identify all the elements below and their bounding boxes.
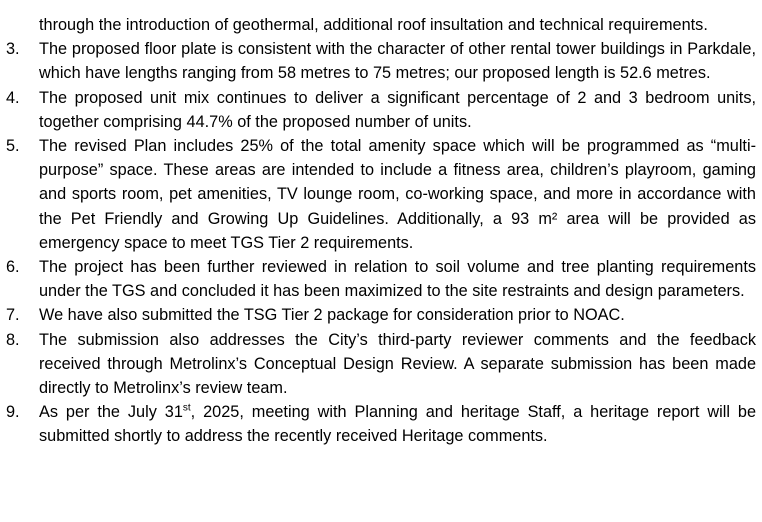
ordinal-superscript: st (182, 402, 191, 414)
text-after-superscript: , 2025, meeting with Planning and heritage Staff, a heritage report will be submitted shortly to address the recently received Heritage comments. (39, 403, 756, 446)
list-item-4 (0, 86, 762, 134)
list-item-text: We have also submitted the TSG Tier 2 package for consideration prior to NOAC. (39, 306, 625, 325)
list-item-text: The revised Plan includes 25% of the total amenity space which will be programmed as “multi-purpose” space. These areas are intended to include a fitness area, children’s playroom, gaming and sports room, pet amenities, TV lounge room, co-working space, and more in accordance with the Pet Friendly and Growing Up Guidelines. Additionally, a 93 m² area will be provided as emergency space to meet TGS Tier 2 requirements. (39, 137, 756, 252)
list-item-number: 7. (6, 306, 20, 325)
list-item-number: 8. (6, 330, 20, 349)
list-item-number: 6. (6, 258, 20, 277)
list-item-7 (0, 303, 762, 327)
list-item-3 (0, 37, 762, 85)
list-item-text: The proposed unit mix continues to deliver a significant percentage of 2 and 3 bedroom units, together comprising 44.7% of the proposed number of units. (39, 88, 756, 131)
list-item-6 (0, 255, 762, 303)
text-before-superscript: As per the July 31 (39, 403, 183, 422)
list-item-number: 4. (6, 88, 20, 107)
list-item-text: The proposed floor plate is consistent with the character of other rental tower buildings in Parkdale, which have lengths ranging from 58 metres to 75 metres; our proposed length is 52.6 metres. (39, 40, 756, 83)
list-item-number: 5. (6, 137, 20, 156)
list-item-text: The submission also addresses the City’s third-party reviewer comments and the feedback received through Metrolinx’s Conceptual Design Review. A separate submission has been made directly to Metrolinx’s review team. (39, 330, 756, 398)
list-item-number: 3. (6, 40, 20, 59)
list-item-8 (0, 328, 762, 401)
list-item-9 (0, 400, 762, 448)
numbered-list (0, 13, 762, 449)
list-item-continuation (0, 13, 762, 37)
list-item-number: 9. (6, 403, 20, 422)
list-item-5 (0, 134, 762, 255)
list-item-text (39, 400, 756, 448)
list-item-text: through the introduction of geothermal, additional roof insultation and technical requirements. (39, 16, 708, 34)
list-item-text: The project has been further reviewed in relation to soil volume and tree planting requirements under the TGS and concluded it has been maximized to the site restraints and design parameters. (39, 258, 756, 301)
